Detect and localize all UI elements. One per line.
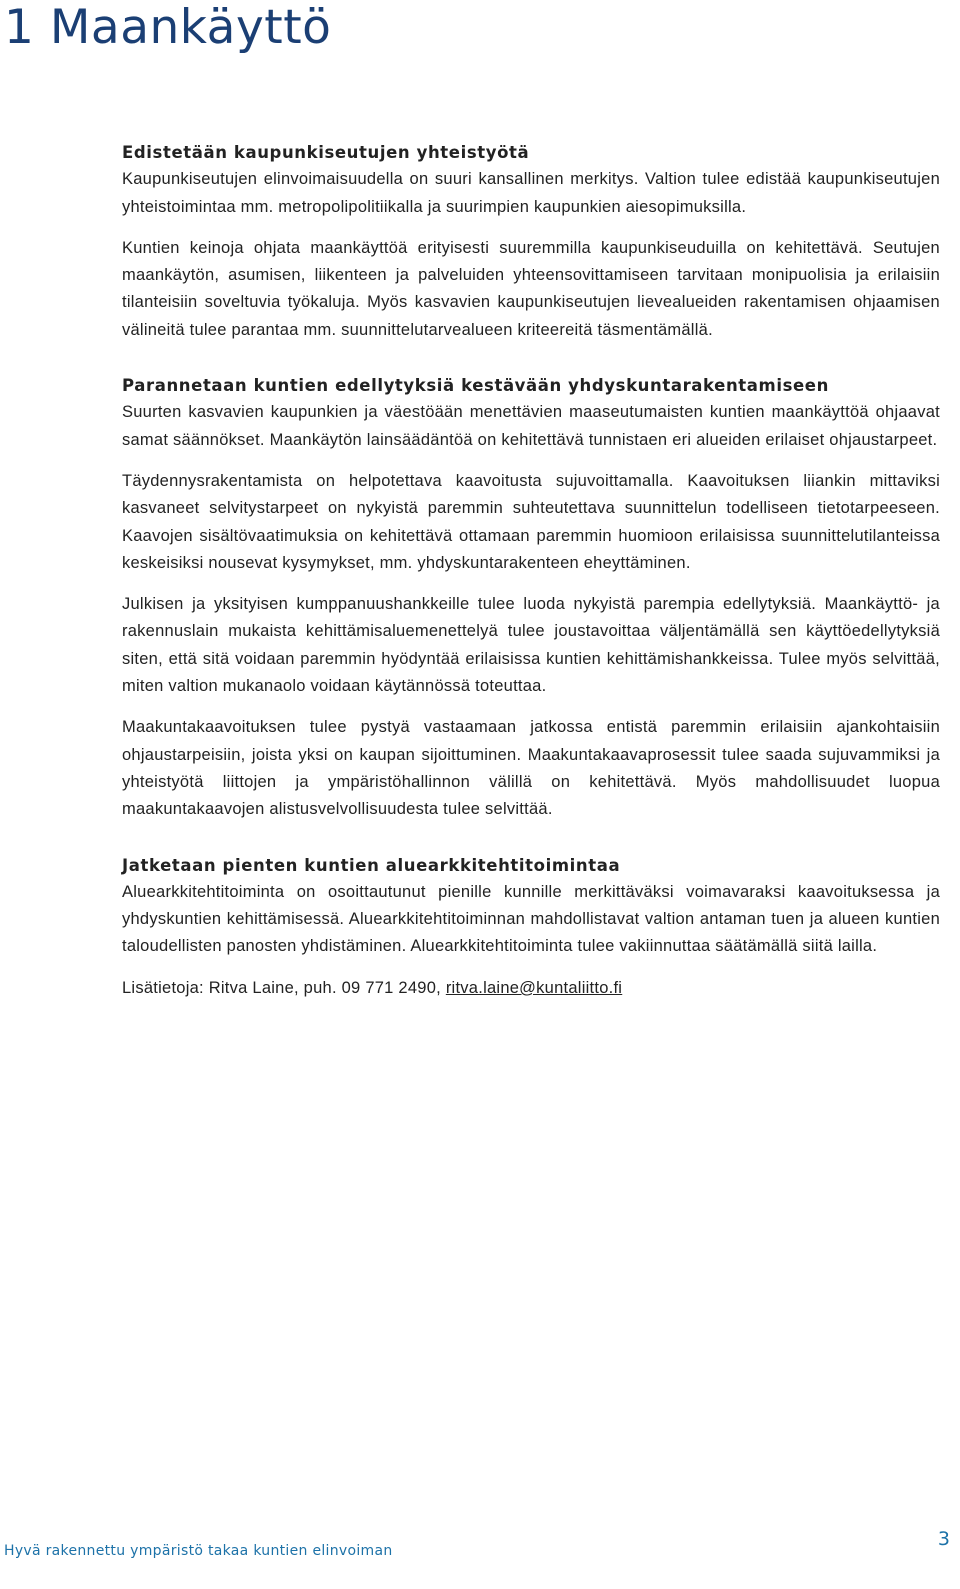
section-title: Jatketaan pienten kuntien aluearkkitehtitoimintaa — [122, 855, 621, 875]
page-title: 1 Maankäyttö — [4, 0, 332, 55]
footer-title: Hyvä rakennettu ympäristö takaa kuntien elinvoiman — [4, 1543, 393, 1559]
section-aluearkkitehti — [122, 852, 940, 1002]
page-number: 3 — [937, 1528, 950, 1550]
section-yhdyskuntarakentaminen — [122, 372, 940, 823]
contact-info — [122, 975, 940, 1002]
paragraph: Aluearkkitehtitoiminta on osoittautunut pienille kunnille merkittäväksi voimavaraksi kaavoituksessa ja yhdyskuntien kehittämisessä. Aluearkkitehtitoiminnan mahdollistavat valtion antaman tuen ja alueen kuntien taloudellisten panosten yhdistäminen. Aluearkkitehtitoiminta tulee vakiinnuttaa säätämällä siitä lailla. — [122, 882, 940, 956]
section-kaupunkiseudut — [122, 139, 940, 344]
section-title: Parannetaan kuntien edellytyksiä kestävään yhdyskuntarakentamiseen — [122, 376, 829, 396]
document-body — [122, 139, 940, 1030]
contact-label: Lisätietoja: Ritva Laine, puh. 09 771 2490, — [122, 978, 446, 997]
paragraph: Suurten kasvavien kaupunkien ja väestöään menettävien maaseutumaisten kuntien maankäyttöä ohjaavat samat säännökset. Maankäytön lainsäädäntöä on kehitettävä tunnistaen eri alueiden erilaiset ohjaustarpeet. — [122, 403, 940, 449]
email-link[interactable]: ritva.laine@kuntaliitto.fi — [445, 978, 623, 997]
paragraph: Julkisen ja yksityisen kumppanuushankkeille tulee luoda nykyistä parempia edellytyksiä. Maankäyttö- ja rakennuslain mukaista kehittämisaluemenettelyä tulee joustavoittaa väljentämällä sen käyttöedellytyksiä siten, että sitä voidaan paremmin hyödyntää erilaisissa kuntien kehittämishankkeissa. Tulee myös selvittää, miten valtion mukanaolo voidaan käytännössä toteuttaa. — [122, 595, 940, 696]
paragraph: Täydennysrakentamista on helpotettava kaavoitusta sujuvoittamalla. Kaavoituksen liiankin mittaviksi kasvaneet selvitystarpeet on nykyistä paremmin suhteutettava suunnittelun todelliseen tietotarpeeseen. Kaavojen sisältövaatimuksia on kehitettävä ottamaan paremmin huomioon erilaisissa suunnittelutilanteissa keskeisiksi nousevat kysymykset, mm. yhdyskuntarakenteen eheyttäminen. — [122, 471, 940, 572]
paragraph: Kuntien keinoja ohjata maankäyttöä erityisesti suuremmilla kaupunkiseuduilla on kehitettävä. Seutujen maankäytön, asumisen, liikenteen ja palveluiden yhteensovittamiseen tarvitaan monipuolisia ja erilaisiin tilanteisiin soveltuvia työkaluja. Myös kasvavien kaupunkiseutujen lievealueiden rakentamisen ohjaamisen välineitä tulee parantaa mm. suunnittelutarvealueen kriteereitä täsmentämällä. — [122, 238, 940, 339]
paragraph: Maakuntakaavoituksen tulee pystyä vastaamaan jatkossa entistä paremmin erilaisiin ajankohtaisiin ohjaustarpeisiin, joista yksi on kaupan sijoittuminen. Maakuntakaavaprosessit tulee saada sujuvammiksi ja yhteistyötä liittojen ja ympäristöhallinnon välillä on kehitettävä. Myös mahdollisuudet luopua maakuntakaavojen alistusvelvollisuudesta tulee selvittää. — [122, 718, 940, 819]
section-title: Edistetään kaupunkiseutujen yhteistyötä — [122, 143, 530, 162]
paragraph: Kaupunkiseutujen elinvoimaisuudella on suuri kansallinen merkitys. Valtion tulee edistää kaupunkiseutujen yhteistoimintaa mm. metropolipolitiikalla ja suurimpien kaupunkien aiesopimuksilla. — [122, 170, 940, 216]
